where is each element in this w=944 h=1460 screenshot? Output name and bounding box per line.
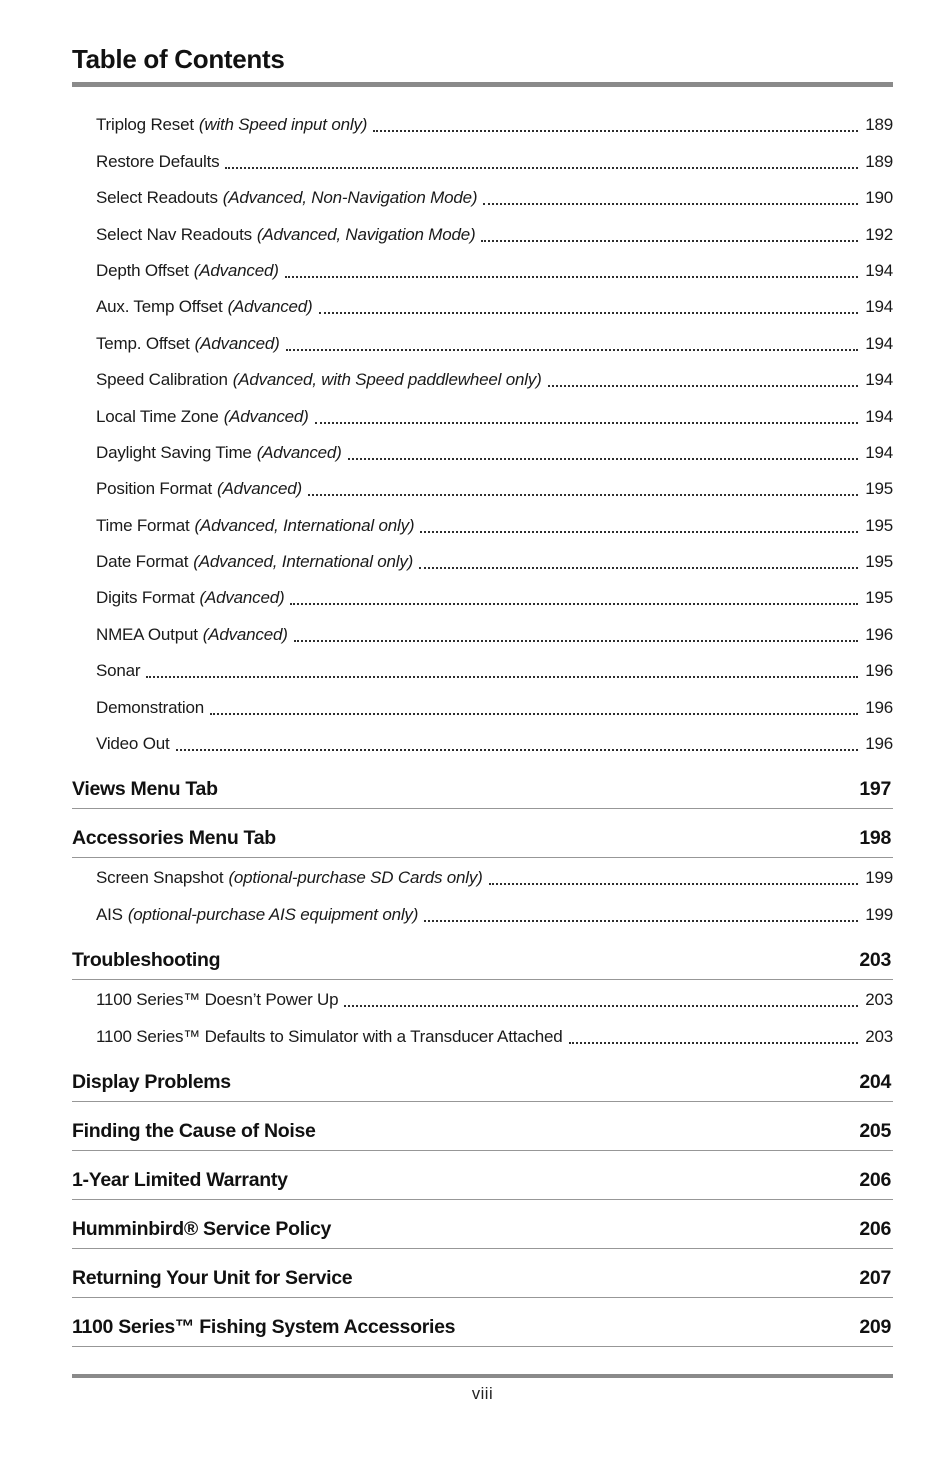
- entry-page-number: 189: [865, 151, 893, 171]
- entry-label: [96, 661, 140, 681]
- toc-entry-row: [72, 433, 893, 469]
- dot-leader: [286, 349, 858, 351]
- toc-entry-row: [72, 651, 893, 687]
- toc-entry-row: [72, 214, 893, 250]
- entry-note: (Advanced, Non-Navigation Mode): [222, 188, 478, 208]
- entry-title: 1100 Series™ Doesn’t Power Up: [96, 990, 339, 1010]
- entry-note: (Advanced): [256, 442, 342, 462]
- toc-entry-row: [72, 105, 893, 141]
- entry-label: [96, 370, 542, 390]
- toc-entry-row: [72, 396, 893, 432]
- toc-entry-row: [72, 287, 893, 323]
- entry-page-number: 195: [865, 515, 893, 535]
- entry-title: Video Out: [96, 734, 170, 754]
- dot-leader: [419, 567, 858, 569]
- entry-label: [96, 868, 483, 888]
- entry-page-number: 195: [865, 552, 893, 572]
- entry-label: [96, 443, 342, 463]
- page-content: [72, 44, 893, 1404]
- entry-title: NMEA Output: [96, 624, 198, 644]
- entry-note: (with Speed input only): [198, 115, 368, 135]
- entry-label: [72, 949, 220, 972]
- entry-title: Select Nav Readouts: [96, 224, 252, 244]
- entry-page-number: 196: [865, 697, 893, 717]
- toc-entry-row: [72, 980, 893, 1016]
- entry-label: [72, 778, 218, 801]
- entry-note: (optional-purchase AIS equipment only): [127, 904, 419, 924]
- toc-section-row: [72, 1066, 893, 1102]
- toc-entry-row: [72, 505, 893, 541]
- toc-entry-row: [72, 178, 893, 214]
- entry-note: (Advanced): [227, 297, 313, 317]
- entry-label: [96, 990, 338, 1010]
- entry-title: Triplog Reset: [96, 115, 194, 135]
- toc-list: [72, 105, 893, 1347]
- page-title: Table of Contents: [72, 44, 285, 74]
- footer-divider-rule: [72, 1374, 893, 1378]
- entry-title: Display Problems: [72, 1070, 231, 1093]
- entry-title: Returning Your Unit for Service: [72, 1266, 353, 1289]
- entry-title: Daylight Saving Time: [96, 442, 252, 462]
- entry-note: (Advanced, with Speed paddlewheel only): [232, 370, 542, 390]
- dot-leader: [481, 240, 858, 242]
- toc-entry-row: [72, 360, 893, 396]
- entry-page-number: 197: [859, 778, 891, 801]
- entry-page-number: 199: [865, 868, 893, 888]
- entry-label: [96, 479, 302, 499]
- entry-title: Finding the Cause of Noise: [72, 1119, 316, 1142]
- toc-entry-row: [72, 724, 893, 760]
- toc-entry-row: [72, 542, 893, 578]
- entry-note: (Advanced): [217, 479, 302, 499]
- entry-page-number: 206: [859, 1168, 891, 1191]
- entry-page-number: 206: [859, 1217, 891, 1240]
- entry-note: (Advanced): [193, 260, 279, 280]
- entry-title: Time Format: [96, 515, 190, 535]
- entry-label: [72, 1071, 231, 1094]
- entry-title: Demonstration: [96, 697, 204, 717]
- toc-entry-row: [72, 894, 893, 930]
- entry-title: 1-Year Limited Warranty: [72, 1168, 288, 1191]
- entry-label: [96, 115, 367, 135]
- entry-page-number: 190: [865, 188, 893, 208]
- entry-title: Digits Format: [96, 588, 195, 608]
- entry-label: [72, 1267, 352, 1290]
- entry-title: Views Menu Tab: [72, 778, 218, 801]
- entry-note: (Advanced): [199, 588, 285, 608]
- toc-entry-row: [72, 858, 893, 894]
- entry-page-number: 204: [859, 1070, 891, 1093]
- entry-title: Speed Calibration: [96, 370, 228, 390]
- dot-leader: [210, 713, 858, 715]
- toc-entry-row: [72, 141, 893, 177]
- entry-title: Humminbird® Service Policy: [72, 1217, 332, 1240]
- entry-page-number: 203: [865, 990, 893, 1010]
- dot-leader: [319, 312, 858, 314]
- toc-entry-row: [72, 578, 893, 614]
- dot-leader: [225, 167, 858, 169]
- entry-page-number: 194: [865, 297, 893, 317]
- entry-title: Accessories Menu Tab: [72, 827, 276, 850]
- entry-title: 1100 Series™ Defaults to Simulator with a Transducer Attached: [96, 1026, 563, 1046]
- entry-page-number: 205: [859, 1119, 891, 1142]
- dot-leader: [483, 203, 858, 205]
- entry-label: [96, 905, 418, 925]
- toc-entry-row: [72, 614, 893, 650]
- entry-label: [72, 827, 276, 850]
- dot-leader: [176, 749, 859, 751]
- entry-title: Screen Snapshot: [96, 868, 224, 888]
- entry-title: Local Time Zone: [96, 406, 219, 426]
- entry-note: (optional-purchase SD Cards only): [228, 868, 483, 888]
- toc-section-row: [72, 1164, 893, 1200]
- entry-page-number: 194: [865, 333, 893, 353]
- entry-page-number: 199: [865, 904, 893, 924]
- dot-leader: [548, 385, 858, 387]
- dot-leader: [290, 603, 858, 605]
- entry-title: AIS: [96, 904, 123, 924]
- entry-title: Sonar: [96, 661, 141, 681]
- entry-page-number: 203: [865, 1026, 893, 1046]
- entry-note: (Advanced): [194, 333, 280, 353]
- entry-page-number: 192: [865, 224, 893, 244]
- entry-label: [96, 334, 280, 354]
- toc-section-row: [72, 773, 893, 809]
- entry-page-number: 203: [859, 948, 891, 971]
- entry-title: Date Format: [96, 552, 189, 572]
- entry-note: (Advanced): [202, 624, 288, 644]
- entry-page-number: 196: [865, 661, 893, 681]
- entry-label: [96, 588, 284, 608]
- dot-leader: [420, 531, 858, 533]
- dot-leader: [285, 276, 858, 278]
- entry-title: Aux. Temp Offset: [96, 297, 223, 317]
- entry-label: [96, 297, 313, 317]
- entry-title: Troubleshooting: [72, 948, 221, 971]
- entry-note: (Advanced, Navigation Mode): [256, 224, 476, 244]
- entry-label: [72, 1120, 316, 1143]
- toc-section-row: [72, 1213, 893, 1249]
- entry-label: [96, 734, 170, 754]
- footer-page-number: viii: [471, 1384, 494, 1403]
- entry-title: 1100 Series™ Fishing System Accessories: [72, 1315, 456, 1338]
- toc-section-row: [72, 944, 893, 980]
- entry-page-number: 194: [865, 442, 893, 462]
- toc-entry-row: [72, 323, 893, 359]
- toc-entry-row: [72, 469, 893, 505]
- entry-label: [72, 1316, 455, 1339]
- dot-leader: [348, 458, 858, 460]
- entry-page-number: 198: [859, 827, 891, 850]
- entry-page-number: 196: [865, 734, 893, 754]
- entry-note: (Advanced): [223, 406, 309, 426]
- entry-note: (Advanced, International only): [193, 552, 414, 572]
- dot-leader: [294, 640, 858, 642]
- entry-label: [96, 698, 204, 718]
- entry-page-number: 207: [859, 1266, 891, 1289]
- entry-label: [72, 1169, 288, 1192]
- entry-title: Depth Offset: [96, 260, 189, 280]
- toc-entry-row: [72, 251, 893, 287]
- dot-leader: [569, 1042, 858, 1044]
- dot-leader: [344, 1005, 858, 1007]
- entry-note: (Advanced, International only): [194, 515, 415, 535]
- entry-label: [96, 552, 413, 572]
- entry-title: Select Readouts: [96, 188, 218, 208]
- entry-title: Restore Defaults: [96, 151, 220, 171]
- entry-label: [72, 1218, 331, 1241]
- entry-label: [96, 1027, 563, 1047]
- dot-leader: [308, 494, 858, 496]
- dot-leader: [146, 676, 858, 678]
- entry-page-number: 189: [865, 115, 893, 135]
- entry-page-number: 195: [865, 479, 893, 499]
- entry-label: [96, 516, 414, 536]
- entry-page-number: 195: [865, 588, 893, 608]
- entry-page-number: 194: [865, 260, 893, 280]
- entry-label: [96, 625, 288, 645]
- dot-leader: [489, 883, 858, 885]
- toc-section-row: [72, 1311, 893, 1347]
- toc-section-row: [72, 822, 893, 858]
- entry-page-number: 194: [865, 370, 893, 390]
- entry-page-number: 209: [859, 1315, 891, 1338]
- entry-title: Temp. Offset: [96, 333, 190, 353]
- title-divider-rule: [72, 82, 893, 87]
- toc-section-row: [72, 1262, 893, 1298]
- entry-title: Position Format: [96, 479, 213, 499]
- dot-leader: [373, 130, 858, 132]
- toc-entry-row: [72, 1016, 893, 1052]
- entry-label: [96, 261, 279, 281]
- entry-label: [96, 188, 477, 208]
- entry-label: [96, 225, 475, 245]
- entry-page-number: 194: [865, 406, 893, 426]
- entry-page-number: 196: [865, 624, 893, 644]
- entry-label: [96, 152, 219, 172]
- dot-leader: [424, 920, 858, 922]
- entry-label: [96, 407, 309, 427]
- toc-entry-row: [72, 687, 893, 723]
- dot-leader: [315, 422, 858, 424]
- toc-section-row: [72, 1115, 893, 1151]
